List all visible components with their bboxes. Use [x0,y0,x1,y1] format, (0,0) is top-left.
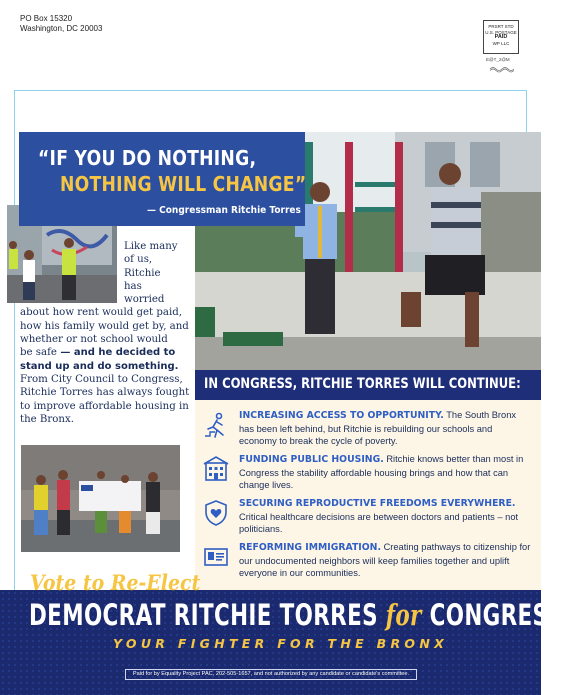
postage-line: PRSRT STD [488,24,514,29]
quote-line-2: NOTHING WILL CHANGE” [60,172,307,196]
candidate-headline [29,598,563,632]
postage-indicia [483,20,519,54]
priority-body: Ritchie knows better than most in Congress the stability affordable housing brings and how that can change lives. [239,454,524,491]
candidate-name: DEMOCRAT RITCHIE TORRES [29,598,386,632]
return-address-line: Washington, DC 20003 [20,24,103,33]
paid-for-disclaimer: Paid for by Equality Project PAC, 202-505-1657, and not authorized by any candidate or candidate's committee. [125,669,417,680]
quote-attribution: — Congressman Ritchie Torres [147,205,301,216]
opportunity-icon [202,411,230,439]
intro-line: about how rent would get paid, [20,307,182,319]
priority-text [239,409,531,448]
housing-icon [202,455,230,483]
intro-emphasis: — and he decided to [56,347,176,359]
intro-line: to improve affordable housing in [20,400,189,412]
check-presentation-photo [21,445,180,552]
intro-line: of us, [124,254,153,266]
continue-title: IN CONGRESS, RITCHIE TORRES WILL CONTINUE: [204,376,521,392]
intro-line: how his family would get by, and [20,320,189,332]
priority-body: Critical healthcare decisions are between doctors and patients – not politicians. [239,511,519,535]
barcode-icon [490,66,514,72]
intro-line: worried [124,294,165,306]
intro-line: Ritchie Torres has always fought [20,387,190,399]
intro-line: whether or not school would [20,334,168,346]
postage-code: E@T_2@M [486,57,510,62]
intro-line: has [124,280,142,292]
intro-fragment: be safe [20,347,57,359]
postage-line: U.S. POSTAGE [485,29,517,35]
immigration-icon [202,543,230,571]
postage-paid: PAID [494,34,508,40]
priority-text [239,541,531,580]
priority-body: Creating pathways to citizenship for our undocumented neighbors will keep families together and uplift everyone in our communities. [239,542,531,579]
intro-line: the Bronx. [20,413,74,425]
intro-text [20,240,192,426]
priority-heading: SECURING REPRODUCTIVE FREEDOMS EVERYWHERE. [239,498,516,509]
intro-line: Like many [124,241,178,252]
priority-text [239,453,531,492]
priority-heading: FUNDING PUBLIC HOUSING. [239,454,384,465]
intro-emphasis: stand up and do something. [20,360,179,372]
tagline: YOUR FIGHTER FOR THE BRONX [113,636,449,651]
intro-line: Ritchie [124,267,161,279]
priority-heading: REFORMING IMMIGRATION. [239,542,381,553]
intro-line [20,346,192,359]
office-name: CONGRESS [421,598,563,632]
postage-line: WP LLC [492,40,510,46]
priority-body: The South Bronx has been left behind, but Ritchie is rebuilding our schools and economy to break the cycle of poverty. [239,410,517,447]
shield-heart-icon [202,499,230,527]
priority-heading: INCREASING ACCESS TO OPPORTUNITY. [239,410,444,421]
priority-text [239,497,531,536]
intro-line [20,360,192,373]
intro-line: From City Council to Congress, [20,373,183,385]
quote-line-1: “IF YOU DO NOTHING, [38,146,257,170]
vote-headline: Vote to Re-Elect [30,570,201,595]
return-address-line: PO Box 15320 [20,14,73,23]
return-address [20,14,102,34]
for-word: for [385,598,422,632]
